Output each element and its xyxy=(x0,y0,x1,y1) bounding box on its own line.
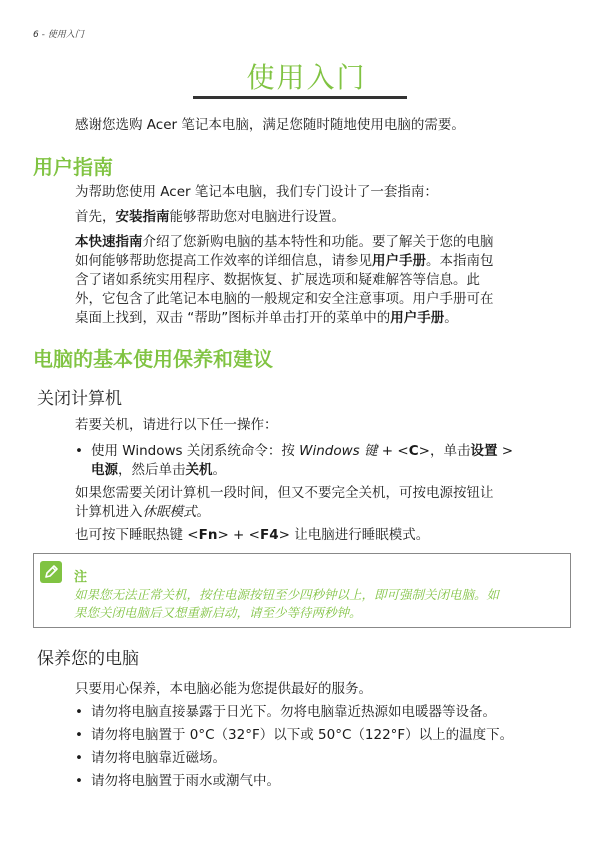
bullet-marker: • xyxy=(75,750,83,766)
note-text: 如果您无法正常关机，按住电源按钮至少四秒钟以上，即可强制关闭电脑。如 果您关闭电脑后又想重新启动，请至少等待两秒钟。 xyxy=(74,587,500,620)
guide-paragraph-1: 为帮助您使用 Acer 笔记本电脑，我们专门设计了一套指南： xyxy=(75,184,438,200)
heading-basic-care: 电脑的基本使用保养和建议 xyxy=(33,347,273,371)
page-title: 使用入门 xyxy=(246,61,367,94)
heading-user-guide: 用户指南 xyxy=(33,155,113,179)
shutdown-paragraph-1: 若要关机，请进行以下任一操作： xyxy=(75,417,278,433)
shutdown-bullet: 使用 Windows 关闭系统命令：按 Windows 键 + <C>，单击设置 > 电源，然后单击关机。 xyxy=(91,443,514,478)
bullet-marker: • xyxy=(75,727,83,743)
guide-paragraph-3: 本快速指南介绍了您新购电脑的基本特性和功能。要了解关于您的电脑 如何能够帮助您提高工作效率的详细信息，请参见用户手册。本指南包 含了诸如系统实用程序、数据恢复、扩展选项和疑难解答等信息。此 外，它包含了此笔记本电脑的一般规定和安全注意事项。用户手册可在 桌面上找到，双击 “帮助”图标并单击打开的菜单中的用户手册。 xyxy=(75,234,494,326)
pencil-note-icon xyxy=(40,561,62,583)
list-item: 请勿将电脑靠近磁场。 xyxy=(91,750,226,766)
heading-protect-computer: 保养您的电脑 xyxy=(37,649,139,669)
list-item: 请勿将电脑置于雨水或潮气中。 xyxy=(91,773,280,789)
heading-shutdown: 关闭计算机 xyxy=(37,389,122,409)
shutdown-paragraph-3: 也可按下睡眠热键 <Fn> + <F4> 让电脑进行睡眠模式。 xyxy=(75,527,430,543)
bullet-marker: • xyxy=(75,773,83,789)
list-item: 请勿将电脑置于 0°C（32°F）以下或 50°C（122°F）以上的温度下。 xyxy=(91,727,514,743)
intro-paragraph: 感谢您选购 Acer 笔记本电脑，满足您随时随地使用电脑的需要。 xyxy=(75,117,465,133)
list-item: 请勿将电脑直接暴露于日光下。勿将电脑靠近热源如电暖器等设备。 xyxy=(91,704,496,720)
title-underline xyxy=(193,96,407,99)
protect-paragraph-1: 只要用心保养，本电脑必能为您提供最好的服务。 xyxy=(75,681,372,697)
note-title: 注 xyxy=(74,570,88,585)
shutdown-paragraph-2: 如果您需要关闭计算机一段时间，但又不要完全关机，可按电源按钮让 计算机进入休眠模式。 xyxy=(75,485,494,520)
bullet-marker: • xyxy=(75,704,83,720)
bullet-marker: • xyxy=(75,443,83,459)
page-header-note: 6 - 使用入门 xyxy=(33,30,84,40)
guide-paragraph-2: 首先，安装指南能够帮助您对电脑进行设置。 xyxy=(75,209,345,225)
